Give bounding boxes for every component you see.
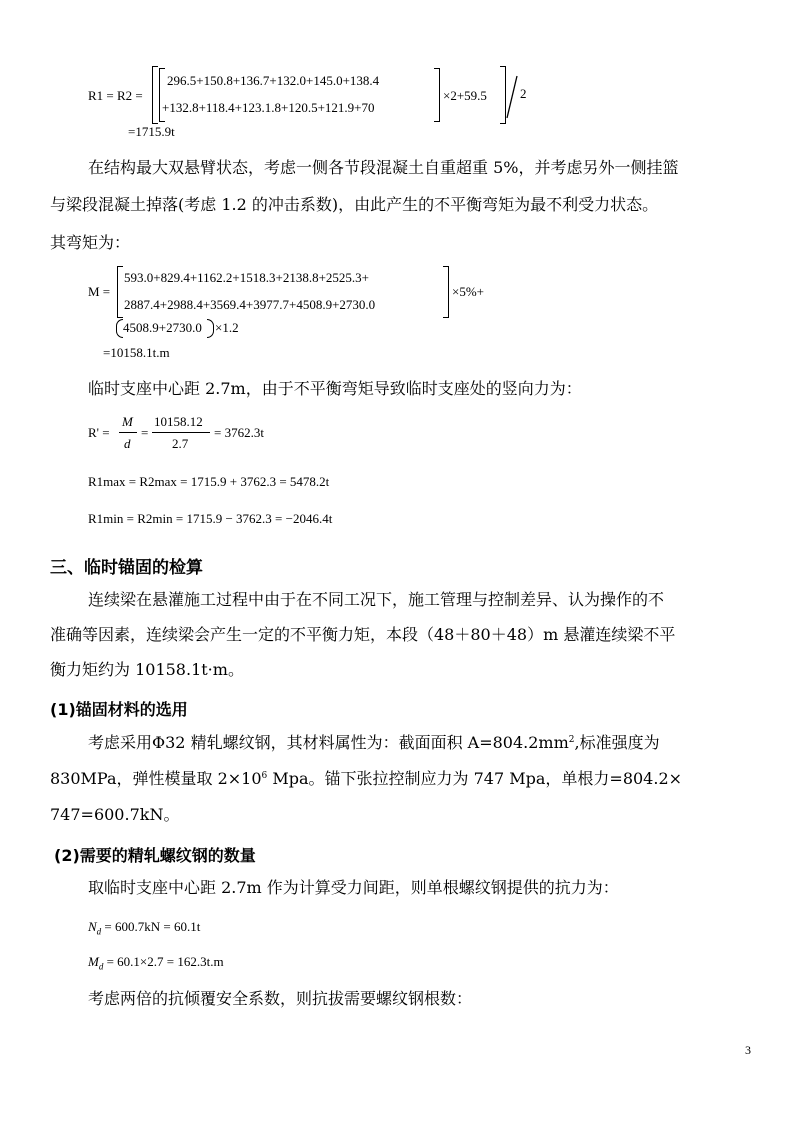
eq3-den2: 2.7	[172, 436, 189, 451]
equation-md: $M_d = 60.1\times 2.7 = 162.3t.m$	[88, 954, 224, 972]
paragraph-line: 衡力矩约为 10158.1t·m。	[50, 660, 244, 679]
eq3-fraction-bar	[119, 432, 137, 433]
eq1-divisor: 2	[520, 86, 527, 101]
eq2-lhs: M =	[88, 284, 111, 299]
paragraph-line: 与梁段混凝土掉落(考虑 1.2 的冲击系数)，由此产生的不平衡弯矩为最不利受力状态。	[50, 195, 659, 214]
eq1-tail: ×2+59.5	[443, 88, 487, 103]
eq2-result: =10158.1t.m	[103, 345, 170, 360]
equation-r-min: R1min = R2min = 1715.9 − 3762.3 = −2046.4t	[88, 511, 333, 526]
eq2-row2: 2887.4+2988.4+3569.4+3977.7+4508.9+2730.0	[124, 297, 376, 312]
eq3-fraction-bar	[152, 432, 210, 433]
eq1-outer-bracket-left	[152, 66, 158, 124]
eq1-lhs: R1 = R2 =	[88, 88, 143, 103]
eq2-paren-right	[207, 319, 214, 338]
eq1-slash	[505, 74, 519, 120]
paragraph-line: 取临时支座中心距 2.7m 作为计算受力间距，则单根螺纹钢提供的抗力为：	[88, 878, 619, 897]
eq2-paren-left	[116, 319, 123, 338]
page-number: 3	[745, 1043, 751, 1057]
paragraph-line: 在结构最大双悬臂状态，考虑一侧各节段混凝土自重超重 5%，并考虑另外一侧挂篮	[88, 158, 679, 177]
paragraph-line: 747=600.7kN。	[50, 805, 180, 824]
eq3-num2: 10158.12	[154, 414, 203, 429]
eq2-tail: ×5%+	[452, 284, 484, 299]
paragraph-line: 考虑采用Φ32 精轧螺纹钢，其材料属性为：截面面积 $A=804.2mm^2$,标准强度为	[88, 733, 660, 752]
eq2-bracket-right	[443, 266, 449, 318]
eq2-row3-inner: 4508.9+2730.0	[123, 320, 202, 335]
eq1-inner-bracket-right	[434, 68, 440, 122]
eq3-lhs: R' =	[88, 425, 110, 440]
eq2-bracket-left	[117, 266, 123, 318]
eq3-result: = 3762.3t	[214, 425, 264, 440]
eq1-row2: +132.8+118.4+123.1.8+120.5+121.9+70	[162, 100, 375, 115]
equation-r-max: R1max = R2max = 1715.9 + 3762.3 = 5478.2t	[88, 474, 330, 489]
paragraph-line: 830MPa，弹性模量取 $2\times 10^6$ Mpa。锚下张拉控制应力为 747 Mpa，单根力=804.2×	[50, 769, 683, 788]
paragraph-line: 准确等因素，连续梁会产生一定的不平衡力矩，本段（48＋80＋48）m 悬灌连续梁不平	[50, 625, 676, 644]
eq2-row3-tail: ×1.2	[215, 320, 239, 335]
paragraph-line: 临时支座中心距 2.7m，由于不平衡弯矩导致临时支座处的竖向力为：	[88, 379, 582, 398]
subsection-heading: (2)需要的精轧螺纹钢的数量	[54, 846, 256, 865]
equation-nd: $N_d = 600.7kN = 60.1t$	[88, 919, 201, 937]
paragraph-line: 连续梁在悬灌施工过程中由于在不同工况下，施工管理与控制差异、认为操作的不	[88, 590, 665, 609]
eq2-row1: 593.0+829.4+1162.2+1518.3+2138.8+2525.3+	[124, 270, 370, 285]
eq1-row1: 296.5+150.8+136.7+132.0+145.0+138.4	[167, 73, 380, 88]
eq3-den1: d	[124, 436, 131, 451]
section-heading: 三、临时锚固的检算	[50, 558, 203, 578]
paragraph-line: 其弯矩为：	[50, 233, 131, 252]
paragraph-line: 考虑两倍的抗倾覆安全系数，则抗拔需要螺纹钢根数：	[88, 989, 473, 1008]
eq3-num1: M	[122, 414, 133, 429]
subsection-heading: (1)锚固材料的选用	[50, 700, 188, 719]
eq1-result: =1715.9t	[128, 124, 175, 139]
